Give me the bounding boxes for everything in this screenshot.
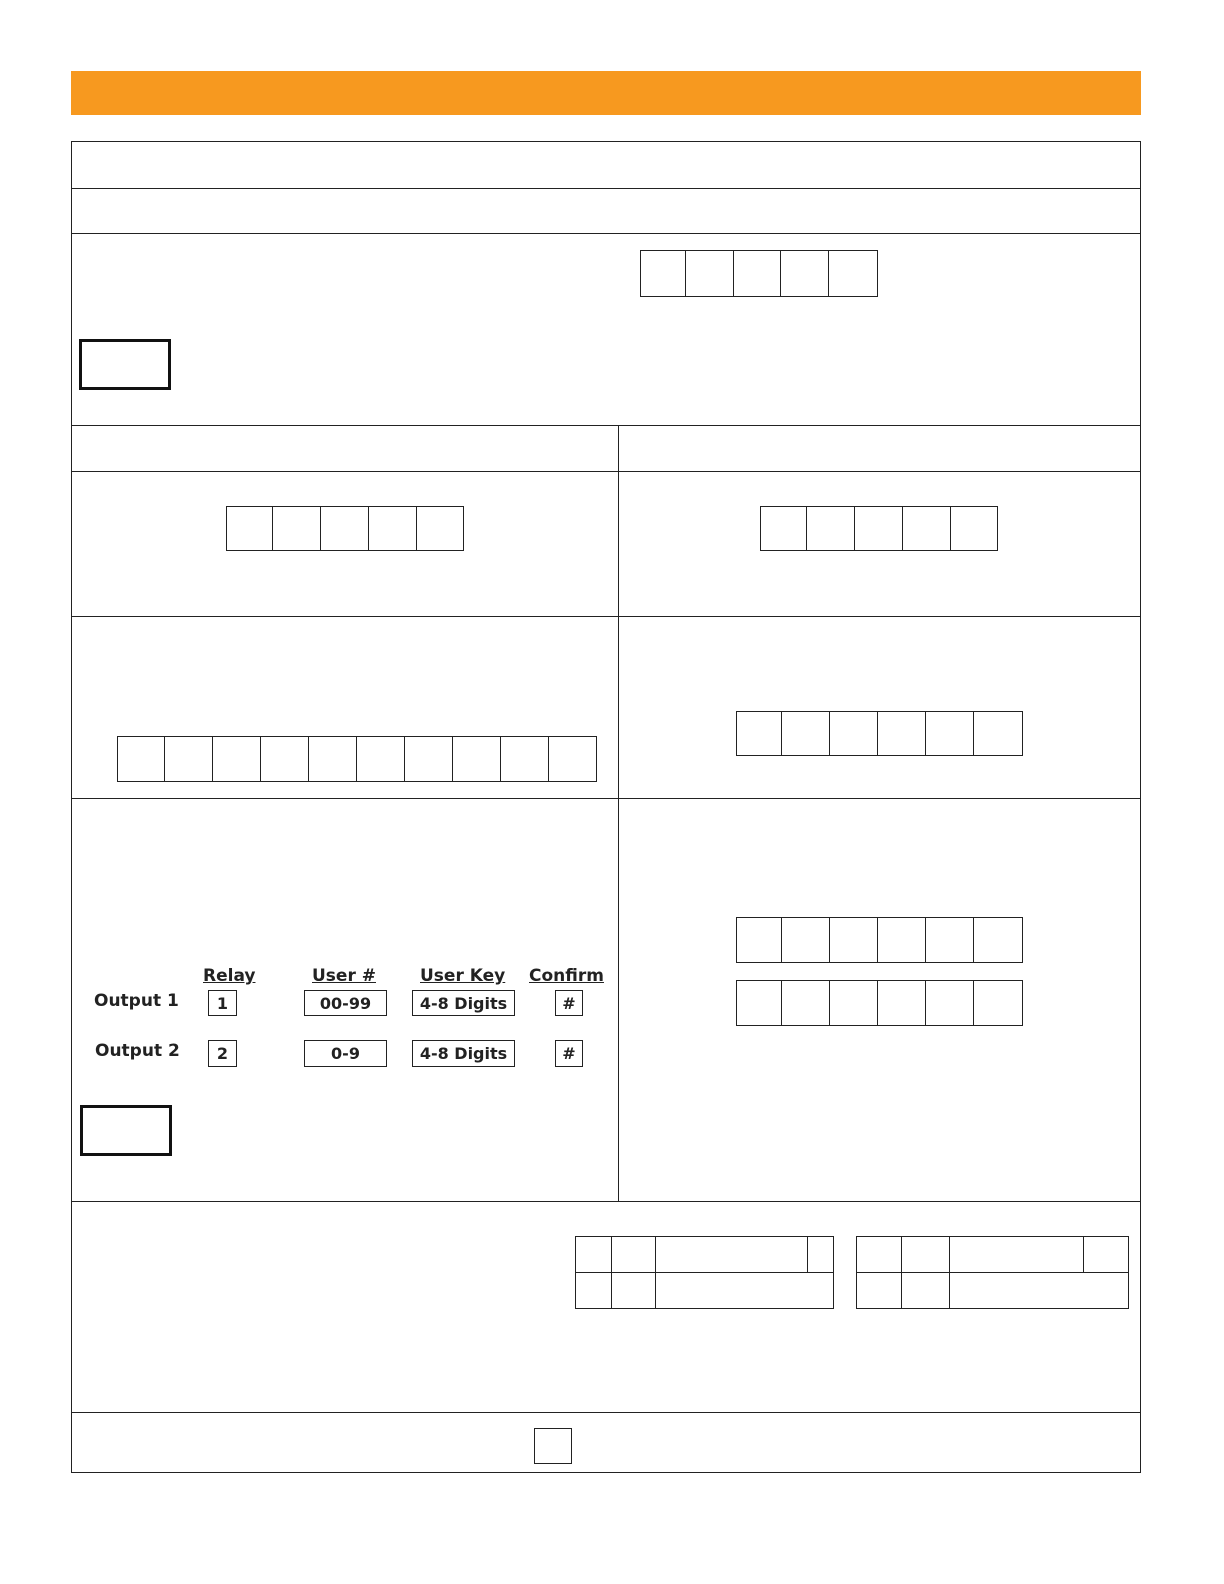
code-digit-box[interactable] (926, 712, 974, 755)
code-digit-box[interactable] (829, 251, 877, 296)
digit-box[interactable] (118, 737, 165, 781)
user-key-header: User Key (420, 966, 506, 986)
code-digit-box[interactable] (369, 507, 417, 550)
code-digit-box[interactable] (926, 918, 974, 962)
code-entry-boxes[interactable] (736, 711, 1023, 756)
code-digit-box[interactable] (926, 981, 974, 1025)
divider-line (71, 798, 1141, 799)
code-digit-box[interactable] (227, 507, 273, 550)
entry-box[interactable] (80, 1105, 172, 1156)
digit-box[interactable] (213, 737, 261, 781)
code-digit-box[interactable] (737, 981, 782, 1025)
output-2-relay: 2 (208, 1040, 237, 1067)
code-digit-box[interactable] (734, 251, 781, 296)
code-digit-box[interactable] (878, 712, 926, 755)
divider-line (71, 1201, 1141, 1202)
entry-box[interactable] (79, 339, 171, 390)
code-entry-boxes[interactable] (640, 250, 878, 297)
code-digit-box[interactable] (974, 712, 1022, 755)
code-digit-box[interactable] (641, 251, 686, 296)
divider-line (71, 1412, 1141, 1413)
code-digit-box[interactable] (686, 251, 734, 296)
code-digit-box[interactable] (807, 507, 855, 550)
code-digit-box[interactable] (321, 507, 369, 550)
digit-box[interactable] (165, 737, 213, 781)
output-1-confirm: # (555, 990, 583, 1016)
code-digit-box[interactable] (951, 507, 997, 550)
digit-box[interactable] (501, 737, 549, 781)
code-digit-box[interactable] (761, 507, 807, 550)
code-digit-box[interactable] (417, 507, 463, 550)
output-2-user-number: 0-9 (304, 1040, 387, 1067)
code-digit-box[interactable] (855, 507, 903, 550)
code-digit-box[interactable] (782, 981, 830, 1025)
digit-box[interactable] (549, 737, 596, 781)
code-digit-box[interactable] (273, 507, 321, 550)
confirm-header: Confirm (529, 966, 604, 986)
code-digit-box[interactable] (737, 918, 782, 962)
code-entry-boxes[interactable] (736, 980, 1023, 1026)
long-entry-boxes[interactable] (117, 736, 597, 782)
header-banner (71, 71, 1141, 115)
digit-box[interactable] (405, 737, 453, 781)
code-digit-box[interactable] (737, 712, 782, 755)
output-2-label: Output 2 (95, 1041, 180, 1061)
output-1-label: Output 1 (94, 991, 179, 1011)
code-digit-box[interactable] (781, 251, 829, 296)
relay-header: Relay (203, 966, 256, 986)
output-1-user-number: 00-99 (304, 990, 387, 1016)
digit-box[interactable] (309, 737, 357, 781)
code-entry-boxes[interactable] (760, 506, 998, 551)
schedule-grid (856, 1236, 1129, 1309)
code-digit-box[interactable] (903, 507, 951, 550)
output-2-user-key: 4-8 Digits (412, 1040, 515, 1067)
schedule-grid (575, 1236, 834, 1309)
divider-line (71, 425, 1141, 426)
divider-line (71, 188, 1141, 189)
code-digit-box[interactable] (830, 981, 878, 1025)
output-2-confirm: # (555, 1040, 583, 1067)
code-digit-box[interactable] (878, 918, 926, 962)
code-digit-box[interactable] (974, 918, 1022, 962)
digit-box[interactable] (453, 737, 501, 781)
code-digit-box[interactable] (782, 918, 830, 962)
code-entry-boxes[interactable] (736, 917, 1023, 963)
divider-line (71, 471, 1141, 472)
user-number-header: User # (312, 966, 376, 986)
code-entry-boxes[interactable] (226, 506, 464, 551)
divider-line (71, 233, 1141, 234)
code-digit-box[interactable] (878, 981, 926, 1025)
code-digit-box[interactable] (830, 918, 878, 962)
column-divider (618, 425, 619, 1201)
output-1-relay: 1 (208, 990, 237, 1016)
divider-line (71, 616, 1141, 617)
code-digit-box[interactable] (830, 712, 878, 755)
code-digit-box[interactable] (974, 981, 1022, 1025)
code-digit-box[interactable] (782, 712, 830, 755)
digit-box[interactable] (261, 737, 309, 781)
page-number-box (534, 1428, 572, 1464)
output-1-user-key: 4-8 Digits (412, 990, 515, 1016)
digit-box[interactable] (357, 737, 405, 781)
